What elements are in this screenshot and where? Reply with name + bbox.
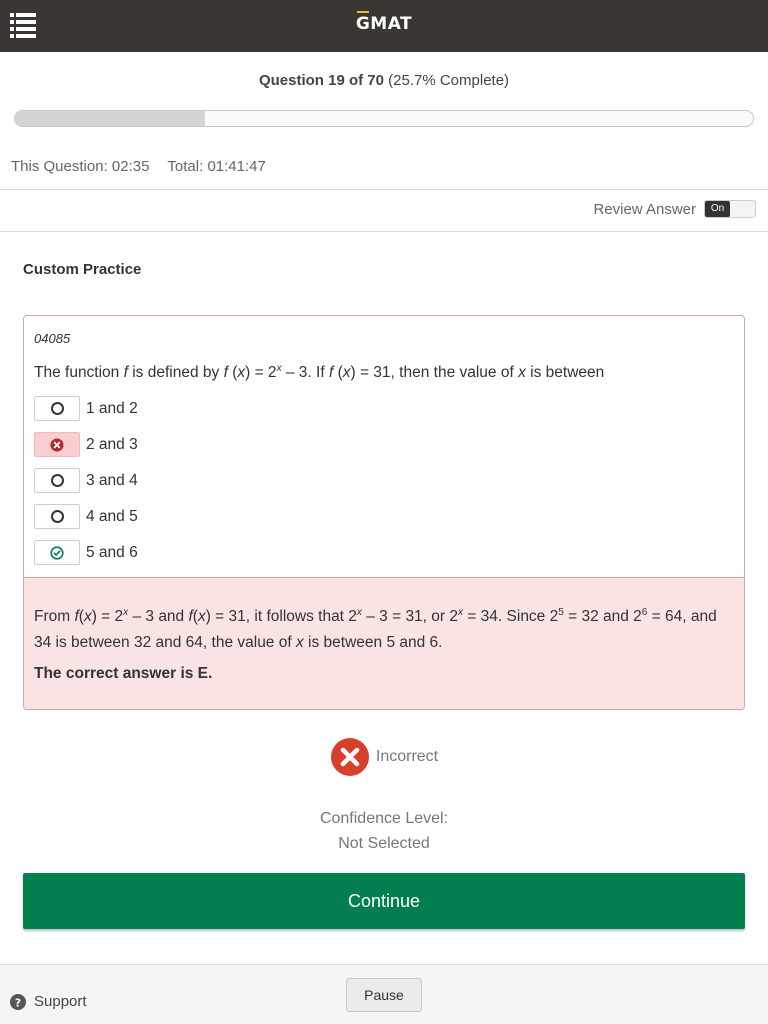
exp-text: ) = 31, it follows that 2 [205, 608, 357, 626]
stem-var: f [223, 364, 228, 382]
answer-choice-e[interactable] [34, 540, 138, 565]
answer-choice-a[interactable] [34, 396, 138, 421]
timers [11, 158, 266, 175]
correct-answer-text: The correct answer is E. [34, 665, 213, 683]
exp-exponent: x [123, 607, 129, 618]
answer-choice-d[interactable] [34, 504, 138, 529]
confidence-label: Confidence Level: [319, 810, 449, 827]
question-stem [34, 363, 604, 382]
choice-label: 4 and 5 [86, 507, 138, 525]
stem-text: The function [34, 364, 124, 382]
review-answer-toggle[interactable] [704, 200, 756, 218]
radio-circle-icon [51, 474, 64, 487]
exp-exponent: x [458, 607, 464, 618]
radio-button[interactable] [34, 468, 80, 493]
answer-choice-b[interactable] [34, 432, 138, 457]
choice-label: 3 and 4 [86, 471, 138, 489]
stem-text: ( [227, 364, 238, 382]
review-answer [593, 200, 756, 218]
exp-text: = 32 and 2 [563, 608, 642, 626]
radio-button[interactable] [34, 504, 80, 529]
exp-text: ( [192, 608, 198, 626]
pause-button[interactable]: Pause [346, 978, 422, 1012]
top-bar [0, 0, 768, 52]
percent-complete: (25.7% Complete) [388, 72, 510, 89]
question-timer: This Question: 02:35 [11, 158, 150, 175]
gmat-logo [0, 14, 768, 34]
exp-text: ) = 2 [91, 608, 124, 626]
support-label: Support [34, 993, 87, 1010]
divider [0, 189, 768, 190]
x-circle-icon [330, 737, 370, 777]
exp-exponent: x [356, 607, 362, 618]
exp-text: From [34, 608, 75, 626]
confidence-value: Not Selected [338, 835, 430, 852]
divider [0, 231, 768, 232]
exp-text: – 3 = 31, or 2 [361, 608, 459, 626]
choice-label: 2 and 3 [86, 435, 138, 453]
check-circle-icon [50, 546, 64, 560]
exp-text: = 34. Since 2 [463, 608, 559, 626]
toggle-knob: On [705, 201, 730, 217]
exp-var: f [188, 608, 193, 626]
exp-text: ( [78, 608, 84, 626]
stem-var: x [342, 364, 351, 382]
stem-var: f [328, 364, 334, 382]
stem-text: – 3. If [281, 364, 329, 382]
radio-button[interactable] [34, 396, 80, 421]
radio-button-correct[interactable] [34, 540, 80, 565]
exp-text: is between 5 and 6. [303, 634, 443, 652]
stem-text: is between [525, 364, 605, 382]
exp-var: x [83, 608, 92, 626]
exp-var: x [295, 634, 304, 652]
footer [0, 964, 768, 1024]
question-card [23, 315, 745, 710]
explanation-panel [24, 577, 745, 710]
stem-var: x [518, 364, 526, 382]
choice-label: 5 and 6 [86, 543, 138, 561]
question-counter: Question 19 of 70 [258, 72, 384, 89]
progress-text [0, 72, 768, 89]
radio-button-incorrect[interactable] [34, 432, 80, 457]
stem-text: is defined by [127, 364, 224, 382]
exp-var: f [74, 608, 79, 626]
stem-var: x [237, 364, 246, 382]
result-label: Incorrect [375, 748, 439, 765]
stem-var: f [123, 364, 128, 382]
exp-exponent: 5 [558, 607, 564, 618]
help-circle-icon [10, 994, 26, 1010]
exp-exponent: 6 [641, 607, 648, 618]
stem-text: ) = 31, then the value of [350, 364, 519, 382]
exp-text: – 3 and [128, 608, 189, 626]
result-status [0, 737, 768, 777]
choice-label: 1 and 2 [86, 399, 138, 417]
exp-var: x [197, 608, 206, 626]
question-id: 04085 [34, 331, 71, 346]
exp-text: = 64, and 34 is between 32 and 64, the value of [34, 608, 717, 652]
radio-circle-icon [51, 402, 64, 415]
review-answer-label: Review Answer [593, 200, 696, 218]
logo-rest: MAT [370, 14, 413, 34]
logo-g: G [355, 14, 371, 34]
progress-fill [15, 111, 205, 126]
support-link[interactable] [10, 993, 87, 1010]
continue-button[interactable]: Continue [23, 873, 745, 929]
x-circle-small-icon [50, 438, 64, 452]
section-title: Custom Practice [23, 261, 142, 278]
stem-text: ( [333, 364, 343, 382]
explanation-text [34, 600, 736, 656]
svg-text:?: ? [14, 995, 22, 1009]
total-timer: Total: 01:41:47 [167, 158, 266, 175]
stem-exponent: x [276, 363, 282, 374]
radio-circle-icon [51, 510, 64, 523]
answer-choice-c[interactable] [34, 468, 138, 493]
progress-bar [14, 110, 754, 127]
stem-text: ) = 2 [245, 364, 277, 382]
